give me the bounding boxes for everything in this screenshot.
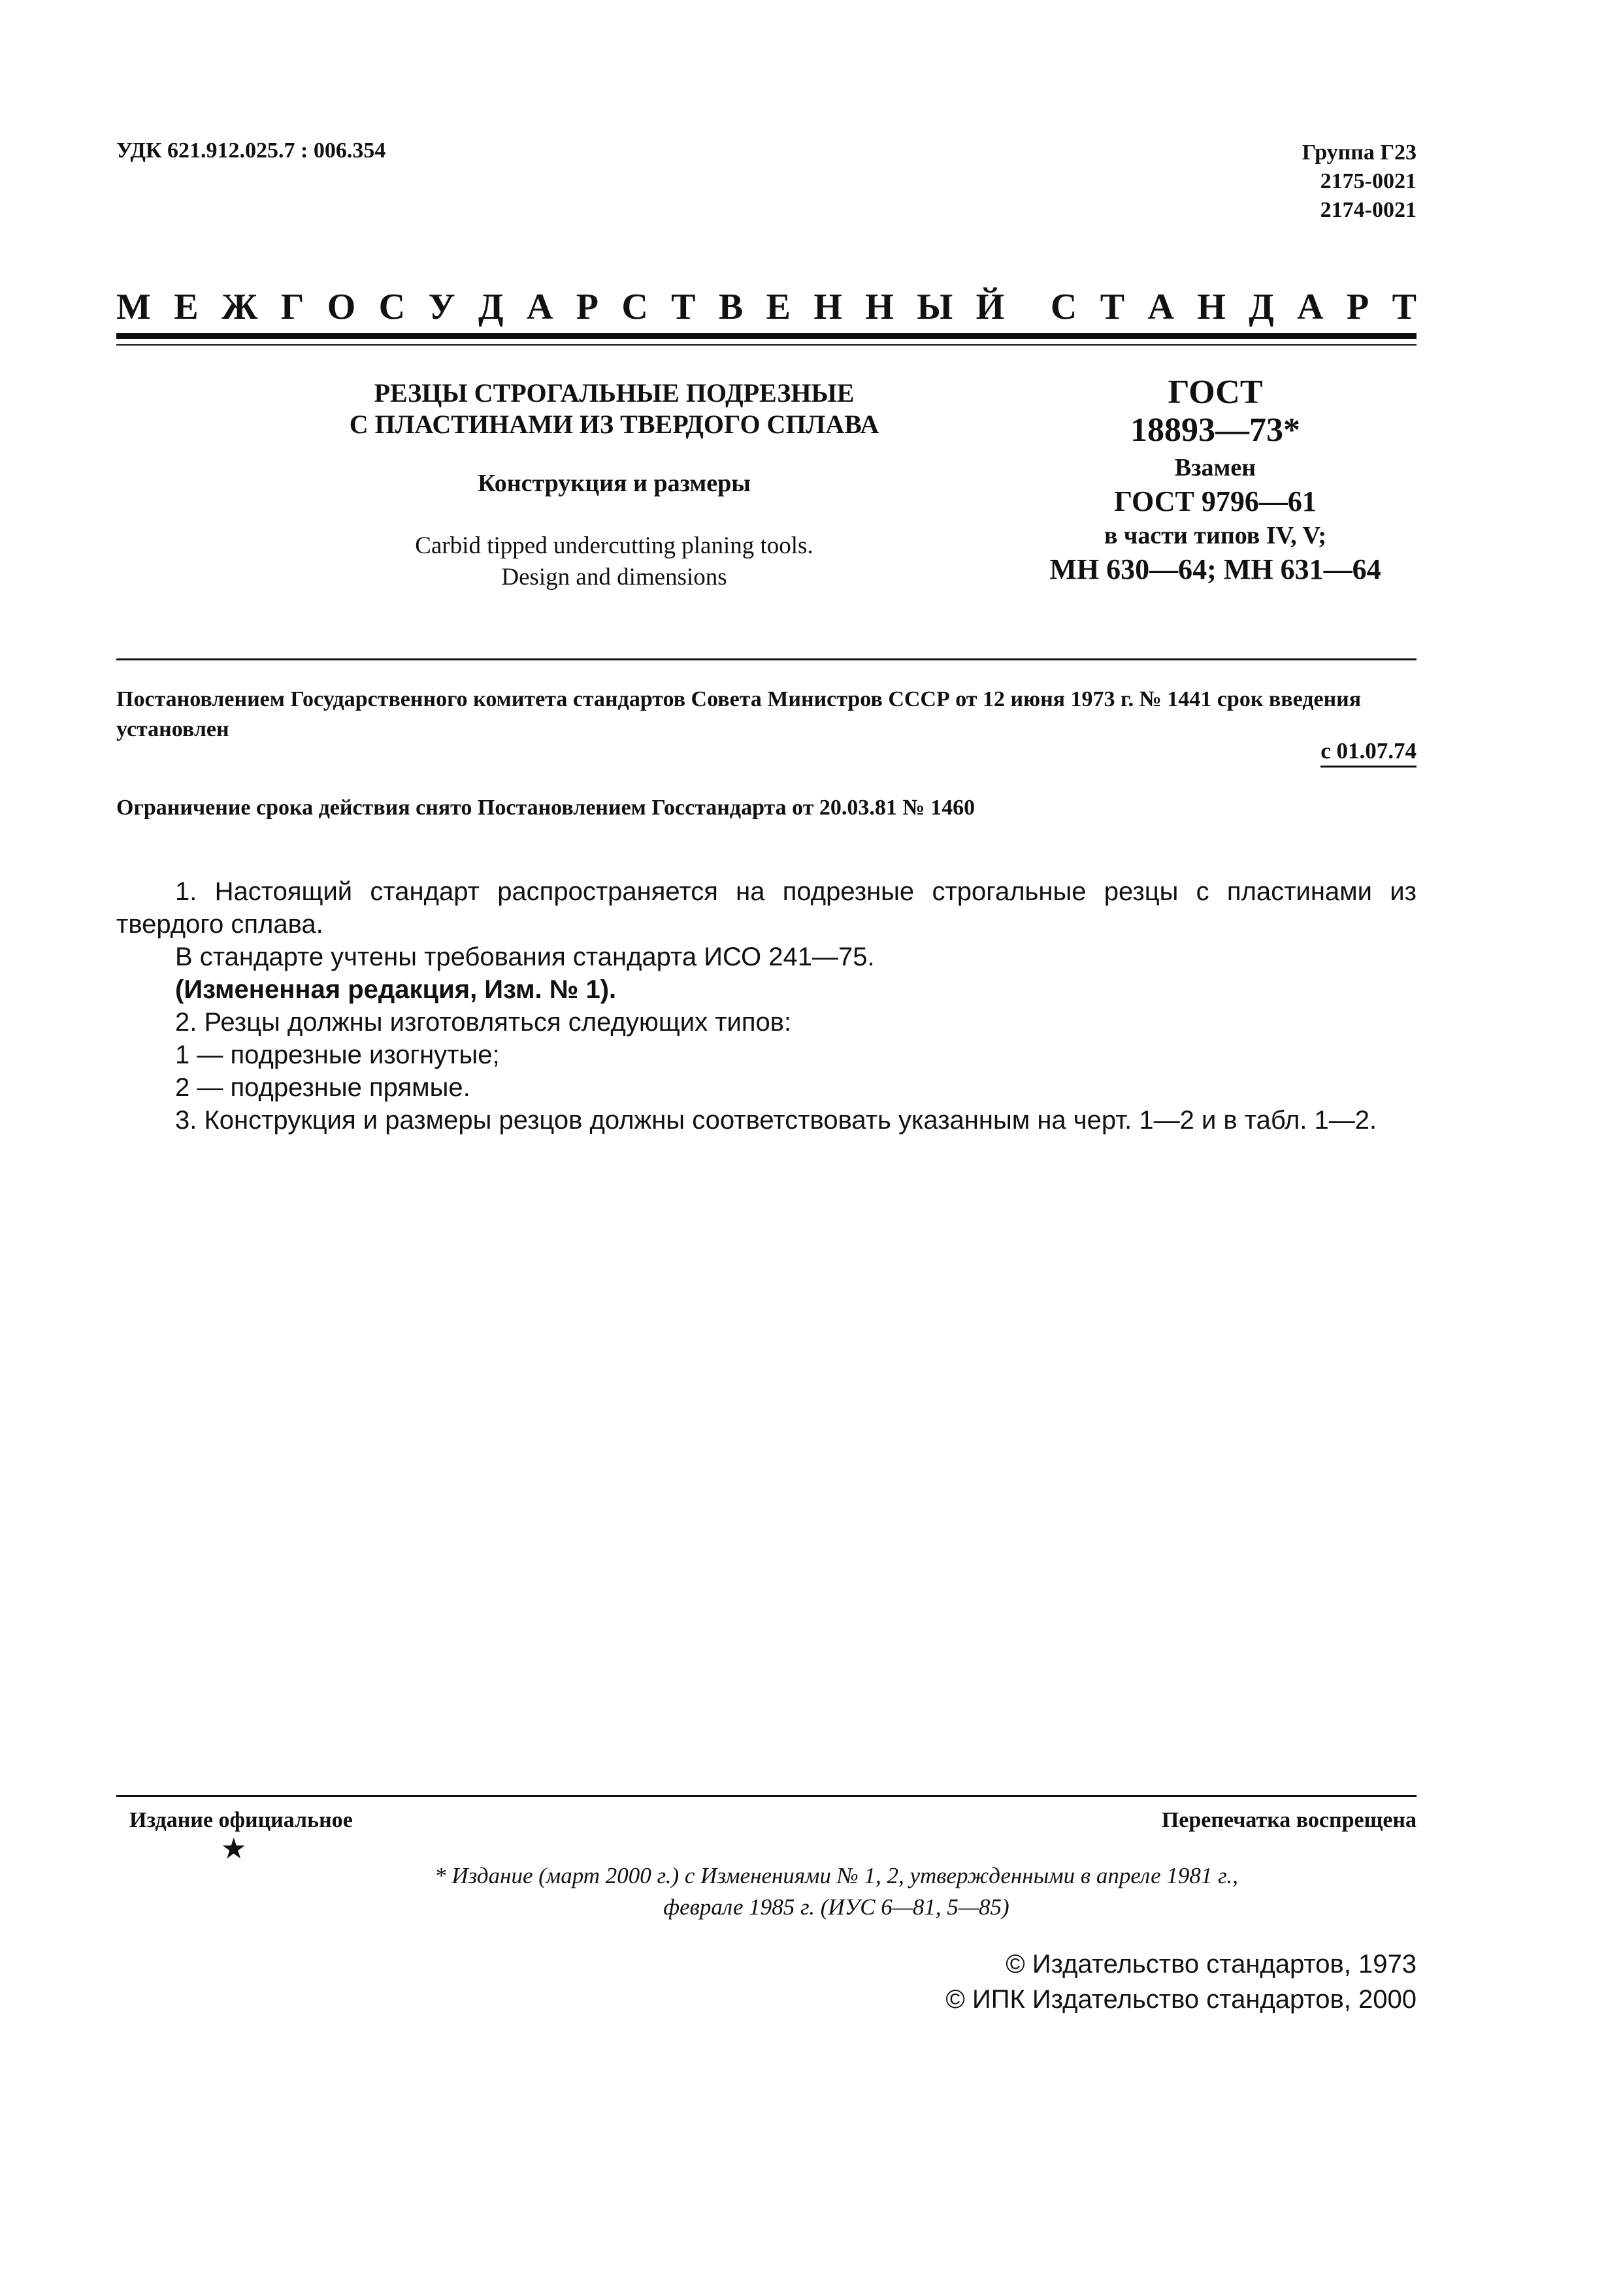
paragraph-2: В стандарте учтены требования стандарта ИСО 241—75.: [175, 943, 875, 971]
amendment-note: (Измененная редакция, Изм. № 1).: [175, 975, 617, 1004]
banner-letter: Н: [813, 287, 842, 327]
banner-letter: Т: [1392, 287, 1417, 327]
replaces-block: [1019, 451, 1411, 587]
banner-letter: Д: [478, 287, 504, 327]
star-icon: ★: [221, 1833, 247, 1865]
banner-thick-rule: [116, 333, 1417, 339]
gost-designation: [1019, 374, 1411, 449]
banner-letter: Ж: [221, 287, 258, 327]
classifier-code-1: 2175-0021: [1320, 169, 1417, 193]
decree-text: Постановлением Государственного комитета стандартов Совета Министров СССР от 12 июня 1973 г. № 1441 срок введения установлен: [116, 687, 1362, 741]
title-line-1: РЕЗЦЫ СТРОГАЛЬНЫЕ ПОДРЕЗНЫЕ: [374, 378, 855, 408]
footer-rule: [116, 1795, 1417, 1797]
banner-letter: Н: [865, 287, 894, 327]
english-title-line-2: Design and dimensions: [501, 564, 727, 590]
banner-letter: А: [1147, 287, 1174, 327]
replaces-line-1: ГОСТ 9796—61: [1114, 485, 1317, 517]
english-title: [287, 530, 941, 593]
banner-letter: Ы: [917, 287, 953, 327]
gost-number: 18893—73*: [1130, 412, 1300, 449]
paragraph-types: 2. Резцы должны изготовляться следующих типов:: [175, 1008, 792, 1037]
body-text: [116, 875, 1417, 1137]
limit-removed-text: Ограничение срока действия снято Постановлением Госстандарта от 20.03.81 № 1460: [116, 796, 975, 820]
effective-date: с 01.07.74: [1320, 738, 1417, 768]
type-2-item: 2 — подрезные прямые.: [175, 1073, 470, 1102]
group-label: Группа Г23: [1302, 140, 1417, 165]
banner-letter: С: [621, 287, 648, 327]
banner-letter: Н: [1197, 287, 1226, 327]
type-1-item: 1 — подрезные изогнутые;: [175, 1041, 500, 1069]
banner-letter: Р: [1346, 287, 1369, 327]
banner-letter: А: [526, 287, 553, 327]
copyright-line-1: © Издательство стандартов, 1973: [1006, 1950, 1417, 1979]
banner-letter: М: [116, 287, 151, 327]
paragraph-3: 3. Конструкция и размеры резцов должны соответствовать указанным на черт. 1—2 и в табл. 1—2.: [175, 1106, 1377, 1135]
edition-note: [314, 1860, 1359, 1923]
banner-letter: Г: [280, 287, 304, 327]
banner-letter: А: [1297, 287, 1324, 327]
banner-letter: О: [327, 287, 356, 327]
interstate-standard-banner: [116, 286, 1417, 328]
replaces-line-2: в части типов IV, V;: [1104, 522, 1327, 549]
banner-letter: Т: [671, 287, 696, 327]
banner-letter: Р: [576, 287, 598, 327]
banner-thin-rule: [116, 344, 1417, 346]
title-line-2: С ПЛАСТИНАМИ ИЗ ТВЕРДОГО СПЛАВА: [349, 410, 879, 439]
copyright-block: [945, 1947, 1417, 2017]
document-title: [287, 378, 941, 440]
banner-letter: С: [1050, 287, 1077, 327]
banner-letter: Е: [766, 287, 791, 327]
document-subtitle: Конструкция и размеры: [478, 470, 751, 497]
edition-line-1: * Издание (март 2000 г.) с Изменениями № 1, 2, утвержденными в апреле 1981 г.,: [434, 1863, 1238, 1888]
section-rule: [116, 658, 1417, 660]
banner-letter: Д: [1249, 287, 1274, 327]
group-codes: [1302, 138, 1417, 225]
banner-letter: В: [718, 287, 744, 327]
banner-letter: Т: [1100, 287, 1125, 327]
replaces-line-3: МН 630—64; МН 631—64: [1049, 553, 1381, 585]
reprint-prohibited-label: Перепечатка воспрещена: [1161, 1808, 1417, 1832]
banner-letter: С: [378, 287, 406, 327]
edition-line-2: феврале 1985 г. (ИУС 6—81, 5—85): [663, 1894, 1009, 1920]
gost-label: ГОСТ: [1168, 374, 1263, 411]
english-title-line-1: Carbid tipped undercutting planing tools.: [415, 532, 813, 559]
banner-letter: У: [428, 287, 455, 327]
replaces-label: Взамен: [1174, 454, 1256, 481]
banner-letter: Е: [174, 287, 199, 327]
official-edition-label: Издание официальное: [129, 1808, 353, 1832]
copyright-line-2: © ИПК Издательство стандартов, 2000: [945, 1985, 1417, 2014]
udk-code: УДК 621.912.025.7 : 006.354: [116, 138, 386, 163]
paragraph-1: 1. Настоящий стандарт распространяется на подрезные строгальные резцы с пластинами из твердого сплава.: [116, 877, 1417, 939]
banner-letter: Й: [975, 287, 1005, 327]
classifier-code-2: 2174-0021: [1320, 198, 1417, 222]
